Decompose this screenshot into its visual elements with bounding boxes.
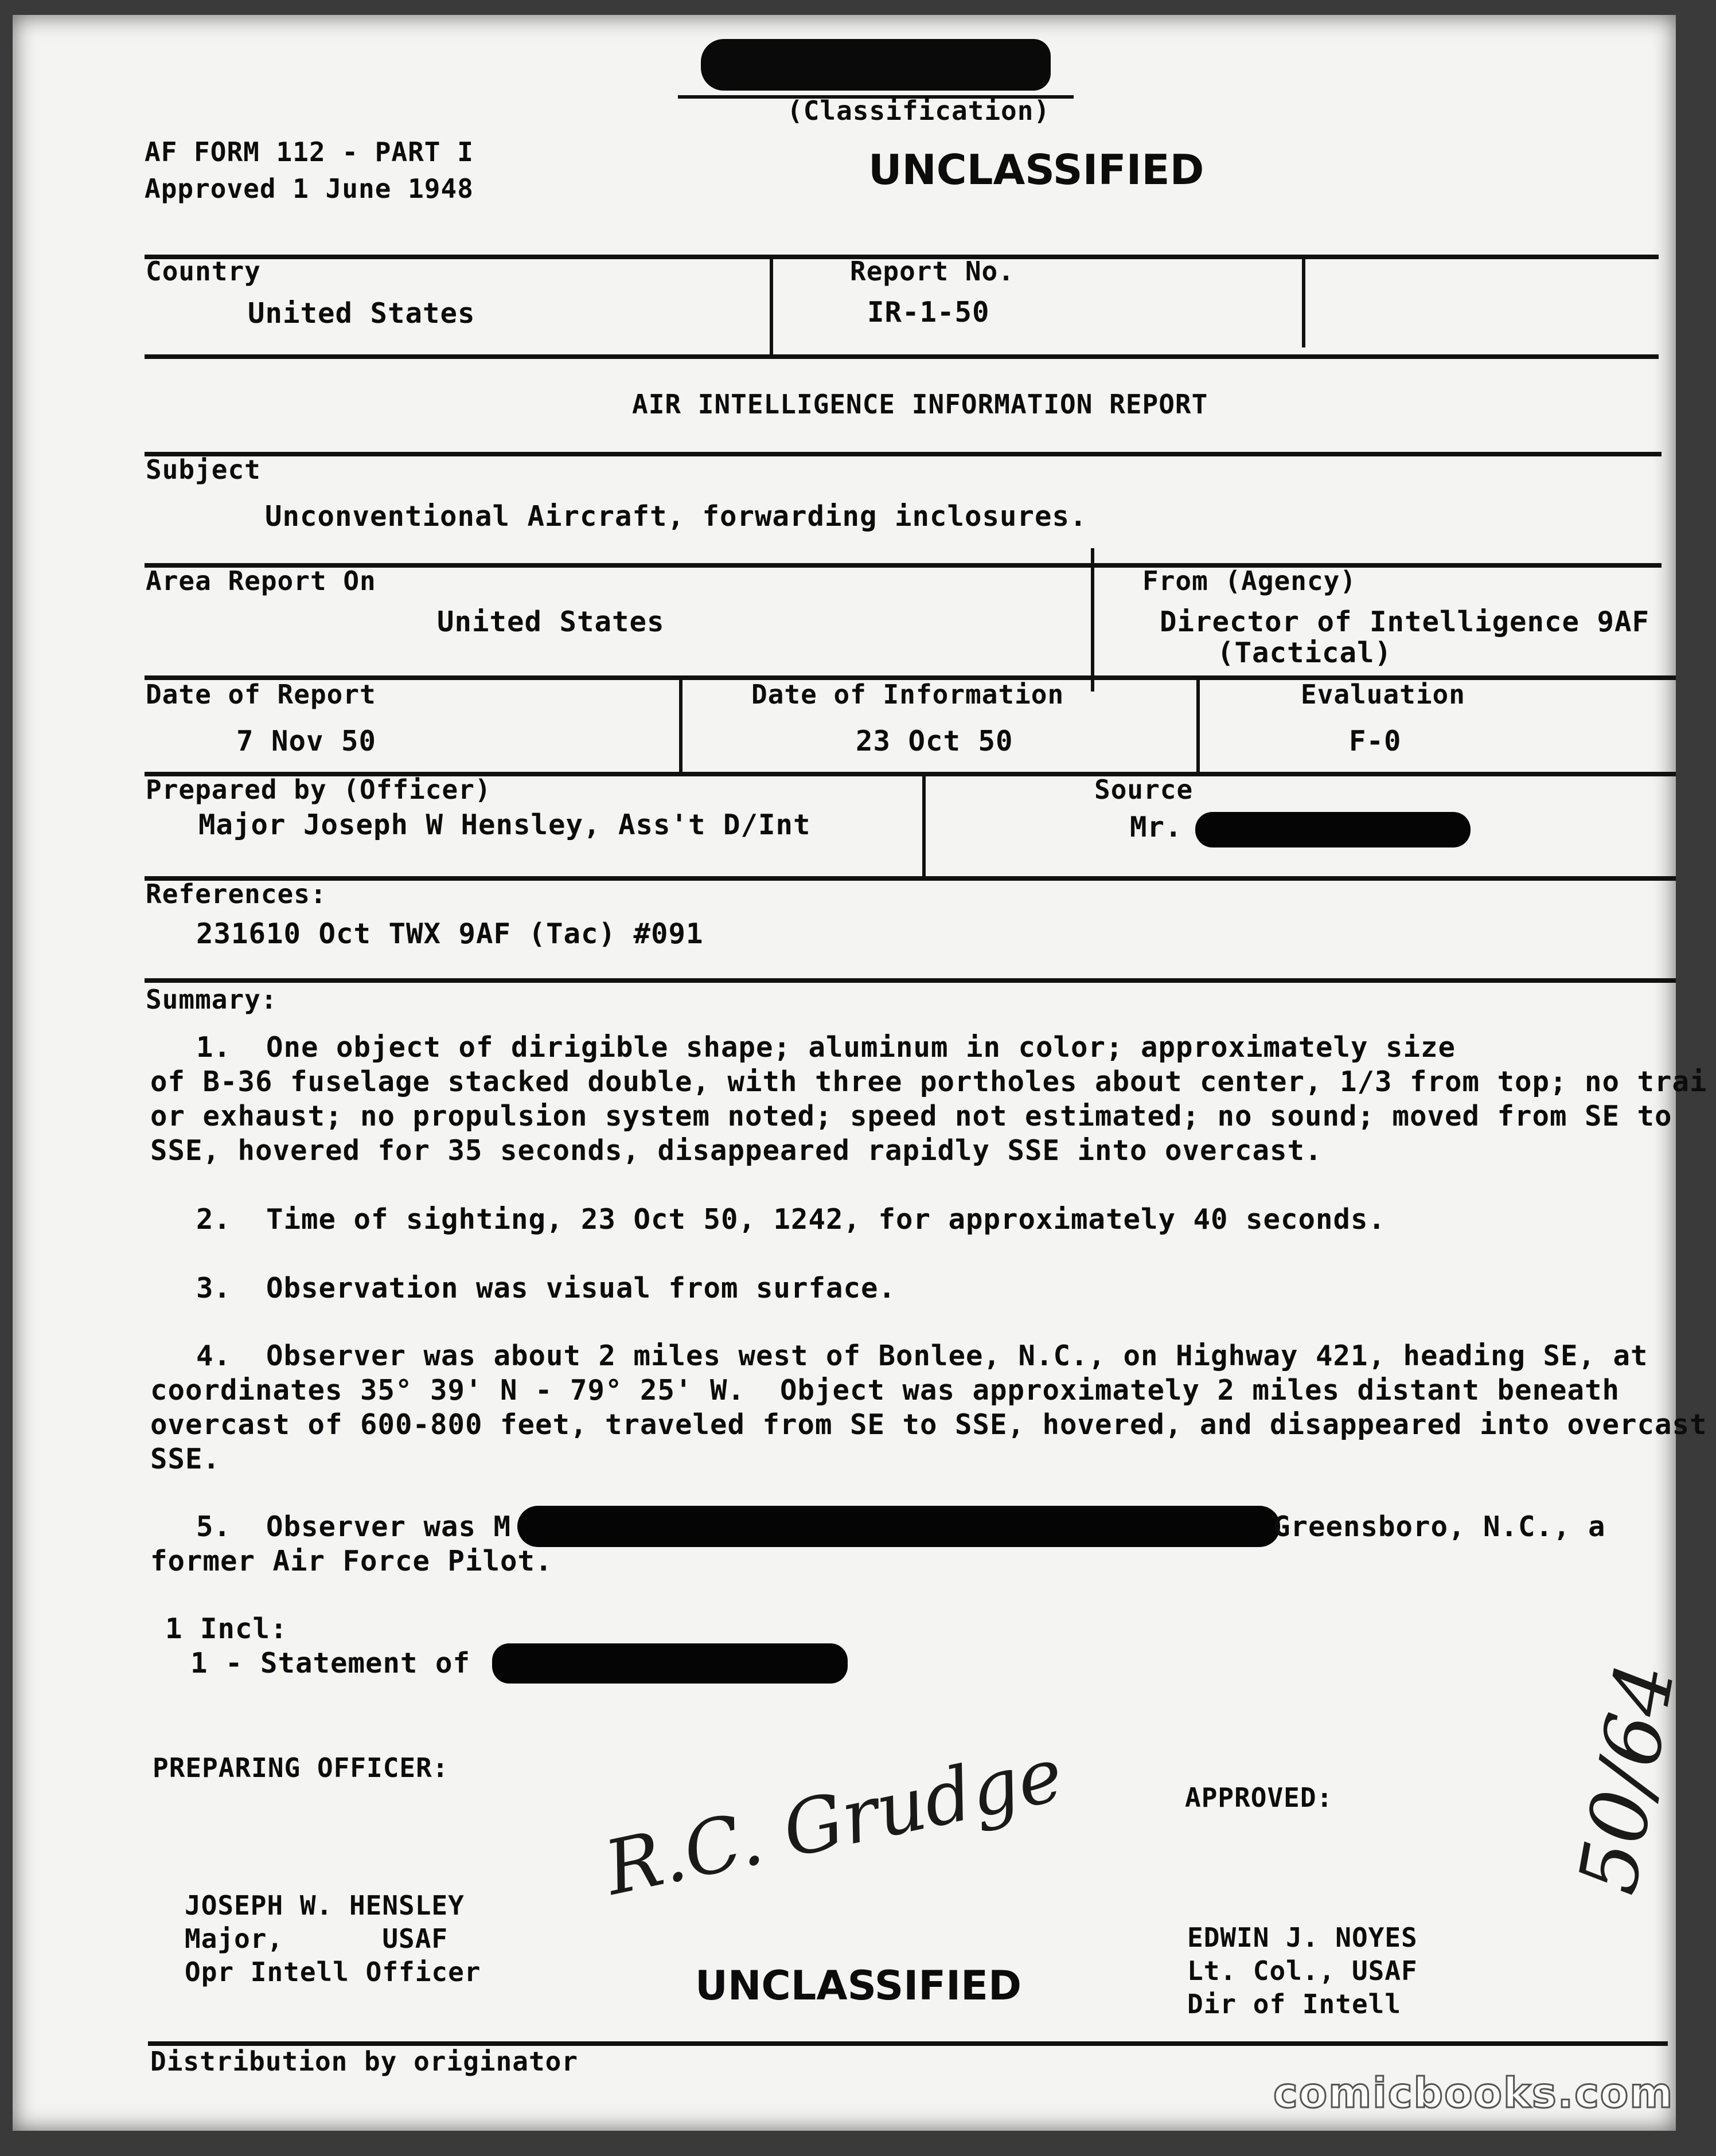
form-approved: Approved 1 June 1948 — [145, 173, 474, 204]
evaluation-label: Evaluation — [1301, 679, 1465, 710]
redacted-classification-stamp — [701, 39, 1051, 91]
from-label: From (Agency) — [1142, 565, 1357, 596]
approver-title: Dir of Intell — [1187, 1989, 1402, 2020]
report-no-value: IR-1-50 — [867, 296, 990, 329]
report-no-label: Report No. — [850, 256, 1015, 287]
rule — [145, 354, 1659, 359]
subject-value: Unconventional Aircraft, forwarding inclosures. — [265, 500, 1087, 533]
approver-rank: Lt. Col., USAF — [1187, 1955, 1418, 1986]
handwritten-signature: R.C. Grudge — [598, 1730, 1070, 1912]
country-value: United States — [248, 297, 475, 330]
distribution: Distribution by originator — [150, 2046, 579, 2077]
handwritten-number: 50/64 — [1561, 1656, 1694, 1901]
date-of-info-value: 23 Oct 50 — [856, 725, 1013, 757]
rule — [145, 978, 1676, 983]
summary-p1-line2: of B-36 fuselage stacked double, with three portholes about center, 1/3 from top; no trai — [150, 1065, 1707, 1098]
report-title: AIR INTELLIGENCE INFORMATION REPORT — [632, 389, 1208, 420]
references-value: 231610 Oct TWX 9AF (Tac) #091 — [196, 917, 704, 950]
source-label: Source — [1094, 774, 1194, 805]
classification-bottom: UNCLASSIFIED — [695, 1962, 1022, 2009]
classification-top: UNCLASSIFIED — [868, 146, 1204, 194]
divider — [1302, 256, 1305, 347]
summary-p4-line3: overcast of 600-800 feet, traveled from SE to SSE, hovered, and disappeared into overcast — [150, 1408, 1707, 1441]
rule — [148, 2041, 1668, 2046]
preparing-officer-label: PREPARING OFFICER: — [153, 1752, 449, 1783]
date-of-info-label: Date of Information — [751, 679, 1064, 710]
evaluation-value: F-0 — [1349, 725, 1402, 757]
inclosures-label: 1 Incl: — [165, 1612, 288, 1645]
references-label: References: — [146, 878, 327, 909]
divider — [1091, 548, 1094, 692]
redaction-bar — [492, 1643, 848, 1684]
summary-p3: 3. Observation was visual from surface. — [196, 1272, 896, 1304]
area-value: United States — [437, 606, 665, 638]
approver-name: EDWIN J. NOYES — [1187, 1922, 1418, 1953]
divider — [679, 675, 682, 773]
inclosure-item: 1 - Statement of — [190, 1647, 471, 1680]
divider — [922, 772, 926, 880]
subject-label: Subject — [146, 454, 261, 485]
from-value-line1: Director of Intelligence 9AF — [1160, 606, 1650, 638]
rule — [145, 452, 1662, 456]
redaction-bar — [1195, 812, 1471, 847]
form-number: AF FORM 112 - PART I — [145, 136, 474, 167]
summary-p2: 2. Time of sighting, 23 Oct 50, 1242, for approximately 40 seconds. — [196, 1203, 1386, 1236]
summary-p5-prefix: 5. Observer was M — [196, 1510, 512, 1543]
document-page — [13, 15, 1707, 2131]
redaction-bar — [517, 1506, 1280, 1547]
preparer-title: Opr Intell Officer — [185, 1956, 481, 1987]
approved-label: APPROVED: — [1185, 1782, 1333, 1813]
divider — [1196, 675, 1200, 773]
summary-p5-line2: former Air Force Pilot. — [150, 1545, 553, 1577]
summary-p5-suffix: Greensboro, N.C., a — [1273, 1510, 1606, 1543]
date-of-report-label: Date of Report — [146, 679, 376, 710]
preparer-name: JOSEPH W. HENSLEY — [185, 1890, 465, 1921]
summary-p1-line3: or exhaust; no propulsion system noted; speed not estimated; no sound; moved from SE to — [150, 1100, 1672, 1132]
divider — [770, 256, 773, 359]
classification-label: (Classification) — [787, 95, 1051, 126]
summary-p1-line4: SSE, hovered for 35 seconds, disappeared rapidly SSE into overcast. — [150, 1134, 1323, 1167]
summary-p4-line2: coordinates 35° 39' N - 79° 25' W. Object was approximately 2 miles distant beneath — [150, 1374, 1620, 1407]
rule — [145, 876, 1676, 881]
preparer-rank: Major, USAF — [185, 1923, 448, 1954]
area-label: Area Report On — [146, 565, 376, 596]
date-of-report-value: 7 Nov 50 — [236, 725, 377, 757]
site-watermark: comicbooks.com — [1273, 2069, 1674, 2117]
prepared-by-label: Prepared by (Officer) — [146, 774, 492, 805]
source-value: Mr. — [1130, 811, 1183, 843]
country-label: Country — [146, 256, 261, 287]
summary-p4-line4: SSE. — [150, 1443, 221, 1475]
from-value-line2: (Tactical) — [1217, 636, 1393, 669]
summary-p1-line1: 1. One object of dirigible shape; aluminum in color; approximately size — [196, 1031, 1456, 1064]
summary-p4-line1: 4. Observer was about 2 miles west of Bonlee, N.C., on Highway 421, heading SE, at — [196, 1339, 1648, 1372]
summary-label: Summary: — [146, 984, 278, 1015]
prepared-by-value: Major Joseph W Hensley, Ass't D/Int — [198, 808, 811, 841]
